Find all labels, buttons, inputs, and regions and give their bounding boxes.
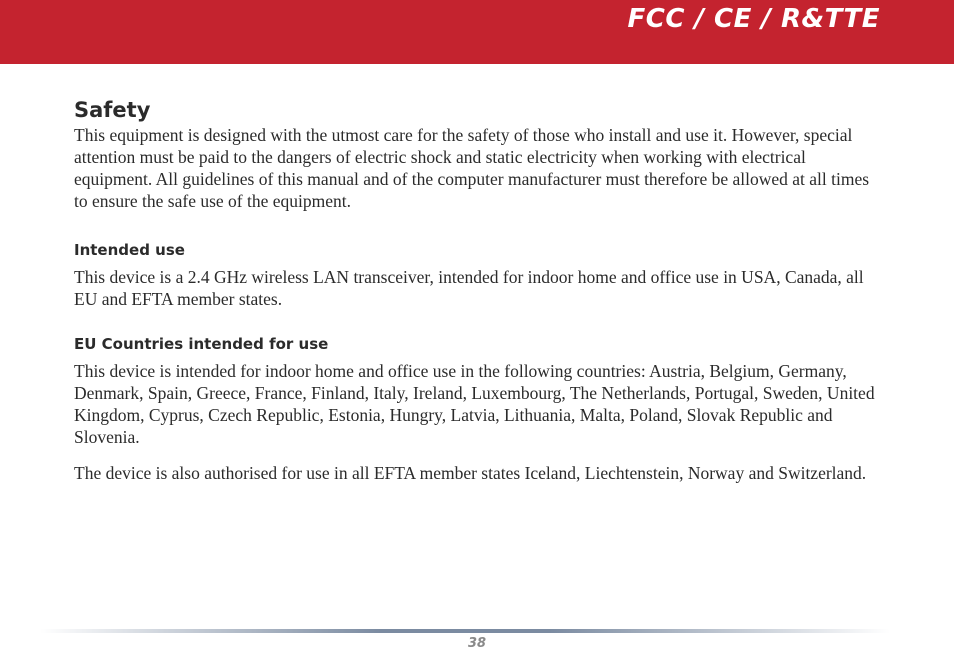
eu-countries-heading: EU Countries intended for use: [74, 335, 329, 353]
efta-paragraph: The device is also authorised for use in all EFTA member states Iceland, Liechtenstein, Norway and Switzerland.: [74, 463, 867, 483]
eu-countries-paragraph: This device is intended for indoor home and office use in the following countries: Austria, Belgium, Germany, Denmark, Spain, Greece, France, Finland, Italy, Ireland, Luxembourg, The Netherlands, Portugal, Sweden, United Kingdom, Cyprus, Czech Republic, Estonia, Hungry, Latvia, Lithuania, Malta, Poland, Slovak Republic and Slovenia.: [74, 361, 875, 447]
page-number: 38: [467, 636, 487, 651]
footer-divider: [40, 629, 890, 633]
intended-use-heading: Intended use: [74, 241, 185, 259]
page-title: FCC / CE / R&TTE: [627, 4, 880, 34]
intended-use-paragraph: This device is a 2.4 GHz wireless LAN transceiver, intended for indoor home and office use in USA, Canada, all EU and EFTA member states.: [74, 267, 864, 309]
safety-heading: Safety: [74, 98, 151, 122]
safety-paragraph: This equipment is designed with the utmost care for the safety of those who install and use it. However, special attention must be paid to the dangers of electric shock and static electricity when working with electrical equipment. All guidelines of this manual and of the computer manufacturer must therefore be allowed at all times to ensure the safe use of the equipment.: [74, 125, 870, 211]
document-body: [74, 96, 884, 484]
header-banner: [0, 0, 954, 64]
